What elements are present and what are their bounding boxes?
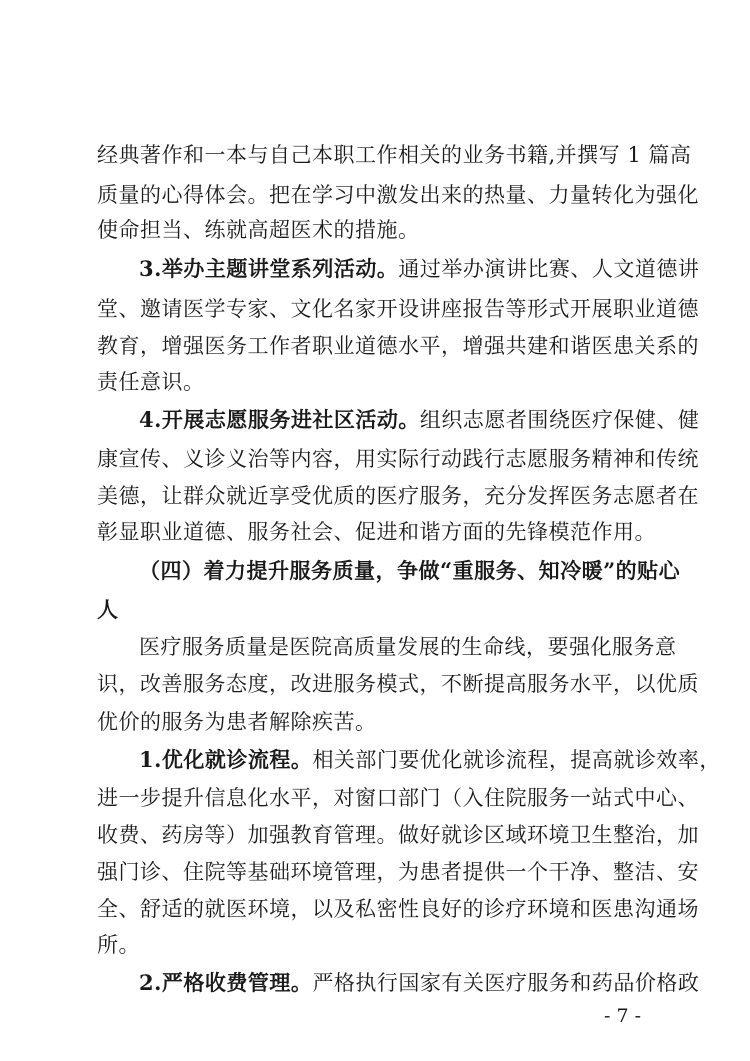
list-item-heading-line: 4.开展志愿服务进社区活动。组织志愿者围绕医疗保健、健: [139, 407, 700, 432]
body-text-line: 识，改善服务态度，改进服务模式，不断提高服务水平，以优质: [97, 672, 699, 696]
section-heading-line: [139, 556, 681, 586]
body-text-line: 医疗服务质量是医院高质量发展的生命线，要强化服务意: [139, 635, 677, 659]
list-item-heading-line: 1.优化就诊流程。相关部门要优化就诊流程，提高就诊效率，: [139, 747, 721, 772]
page-number: - 7 -: [604, 1005, 642, 1027]
body-text-line: 优价的服务为患者解除疾苦。: [97, 710, 377, 734]
list-item-heading: 3.举办主题讲堂系列活动。: [139, 256, 399, 281]
list-item-heading: 2.严格收费管理。: [139, 970, 313, 995]
section-heading: 人: [97, 597, 119, 622]
list-item-heading-line: 2.严格收费管理。严格执行国家有关医疗服务和药品价格政: [139, 970, 700, 995]
body-text-line: 堂、邀请医学专家、文化名家开设讲座报告等形式开展职业道德: [97, 297, 699, 321]
body-text-line: 美德，让群众就近享受优质的医疗服务，充分发挥医务志愿者在: [97, 484, 699, 508]
body-text-line: 全、舒适的就医环境，以及私密性良好的诊疗环境和医患沟通场: [97, 897, 699, 921]
body-text-line: 经典著作和一本与自己本职工作相关的业务书籍,并撰写 1 篇高: [97, 143, 692, 167]
body-text-line: 进一步提升信息化水平，对窗口部门（入住院服务一站式中心、: [97, 786, 699, 810]
section-heading: （四）着力提升服务质量，争做“重服务、知冷暖”的贴心: [139, 558, 681, 583]
list-item-heading: 1.优化就诊流程。: [139, 747, 313, 772]
body-text-line: 康宣传、义诊义治等内容，用实际行动践行志愿服务精神和传统: [97, 447, 699, 471]
body-text-line: 收费、药房等）加强教育管理。做好就诊区域环境卫生整治，加: [97, 823, 699, 847]
list-item-heading-line: 3.举办主题讲堂系列活动。通过举办演讲比赛、人文道德讲: [139, 256, 700, 281]
body-text-line: 所。: [97, 933, 140, 957]
body-text-line: 教育，增强医务工作者职业道德水平，增强共建和谐医患关系的: [97, 334, 699, 358]
body-text-line: 质量的心得体会。把在学习中激发出来的热量、力量转化为强化: [97, 183, 699, 207]
body-text-line: 强门诊、住院等基础环境管理，为患者提供一个干净、整洁、安: [97, 860, 699, 884]
body-text-line: 责任意识。: [97, 370, 205, 394]
list-item-heading: 4.开展志愿服务进社区活动。: [139, 407, 420, 432]
body-text-line: 使命担当、练就高超医术的措施。: [97, 218, 420, 242]
body-text-line: 彰显职业道德、服务社会、促进和谐方面的先锋模范作用。: [97, 520, 656, 544]
section-heading-line: [97, 595, 657, 625]
